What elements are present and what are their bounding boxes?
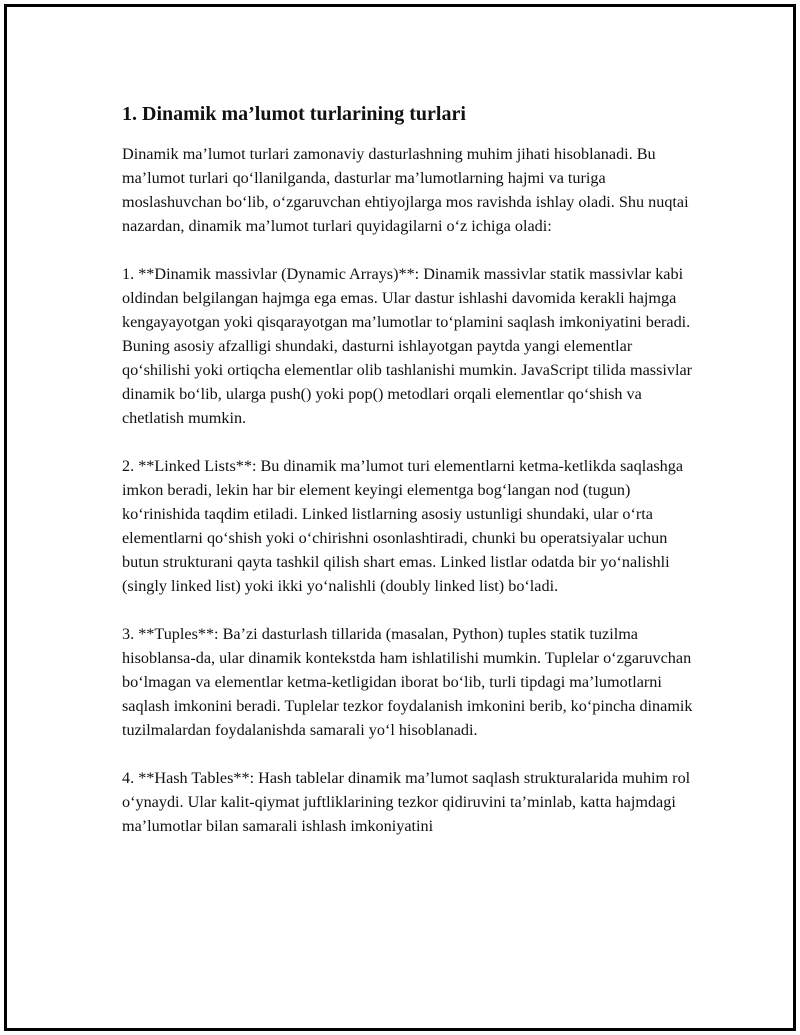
intro-paragraph: Dinamik ma’lumot turlari zamonaviy dasturlashning muhim jihati hisoblanadi. Bu ma’lumot turlari qo‘llanilganda, dasturlar ma’lumotlarning hajmi va turiga moslashuvchan bo‘lib, o‘zgaruvchan ehtiyojlarga mos ravishda ishlay oladi. Shu nuqtai nazardan, dinamik ma’lumot turlari quyidagilarni o‘z ichiga oladi: [122, 145, 689, 235]
document-page [4, 4, 796, 1031]
dynamic-arrays-paragraph: 1. **Dinamik massivlar (Dynamic Arrays)**: Dinamik massivlar statik massivlar kabi oldindan belgilangan hajmga ega emas. Ular dastur ishlashi davomida kerakli hajmga kengayayotgan yoki qisqarayotgan ma’lumotlar to‘plamini saqlash imkoniyatini beradi. Buning asosiy afzalligi shundaki, dasturni ishlayotgan paytda yangi elementlar qo‘shilishi yoki ortiqcha elementlar olib tashlanishi mumkin. JavaScript tilida massivlar dinamik bo‘lib, ularga push() yoki pop() metodlari orqali elementlar qo‘shish va chetlatish mumkin. [122, 265, 693, 427]
tuples-paragraph: 3. **Tuples**: Ba’zi dasturlash tillarida (masalan, Python) tuples statik tuzilma hisoblansa-da, ular dinamik kontekstda ham ishlatilishi mumkin. Tuplelar o‘zgaruvchan bo‘lmagan va elementlar ketma-ketligidan iborat bo‘lib, turli tipdagi ma’lumotlarni saqlash imkonini beradi. Tuplelar tezkor foydalanish imkonini berib, ko‘pincha dinamik tuzilmalardan foydalanishda samarali yo‘l hisoblanadi. [122, 625, 693, 739]
document-body [122, 101, 697, 862]
linked-lists-paragraph: 2. **Linked Lists**: Bu dinamik ma’lumot turi elementlarni ketma-ketlikda saqlashga imkon beradi, lekin har bir element keyingi elementga bog‘langan nod (tugun) ko‘rinishida taqdim etiladi. Linked listlarning asosiy ustunligi shundaki, ular o‘rta elementlarni qo‘shish yoki o‘chirishni osonlashtiradi, chunki bu operatsiyalar uchun butun strukturani qayta tashkil qilish shart emas. Linked listlar odatda bir yo‘nalishli (singly linked list) yoki ikki yo‘nalishli (doubly linked list) bo‘ladi. [122, 457, 684, 595]
section-heading: 1. Dinamik ma’lumot turlarining turlari [122, 103, 466, 125]
hash-tables-paragraph: 4. **Hash Tables**: Hash tablelar dinamik ma’lumot saqlash strukturalarida muhim rol o‘ynaydi. Ular kalit-qiymat juftliklarining tezkor qidiruvini ta’minlab, katta hajmdagi ma’lumotlar bilan samarali ishlash imkoniyatini [122, 769, 691, 835]
